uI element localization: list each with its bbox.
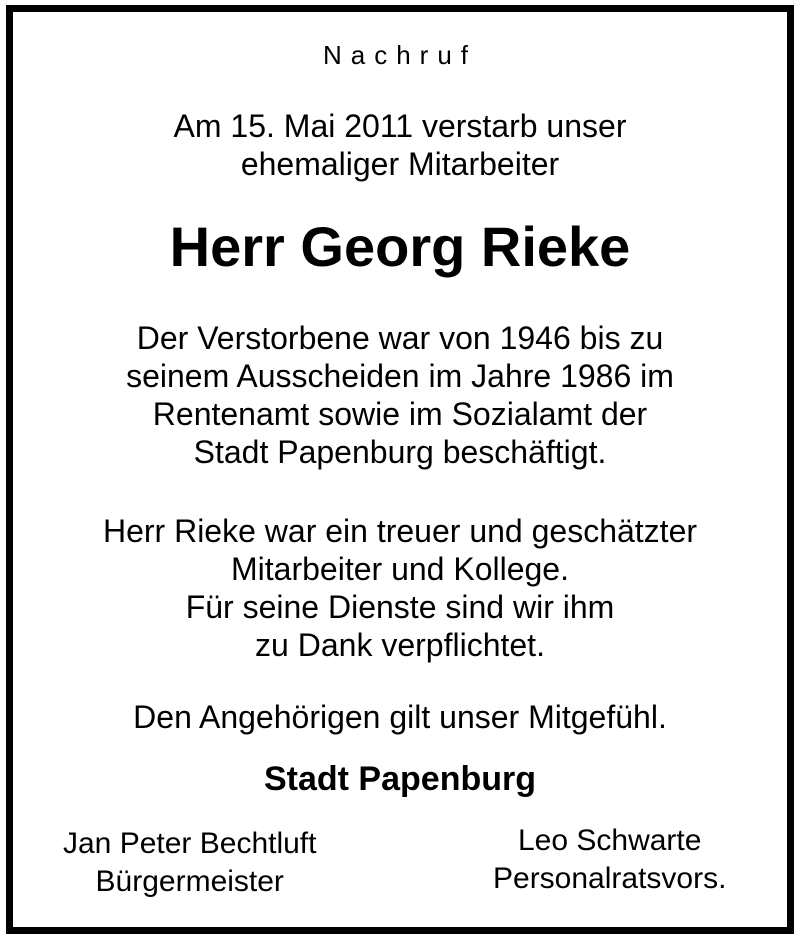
- obituary-notice: [6, 5, 794, 934]
- service-paragraph: [13, 319, 787, 471]
- signatory-title: Personalratsvors.: [493, 862, 727, 895]
- intro-line: Am 15. Mai 2011 verstarb unser: [173, 108, 627, 144]
- intro-line: ehemaliger Mitarbeiter: [240, 146, 560, 182]
- paragraph-line: Der Verstorbene war von 1946 bis zu: [136, 320, 664, 356]
- signatory-staff-council: [493, 822, 726, 898]
- intro-text: [13, 107, 787, 183]
- signatory-mayor: [63, 825, 316, 901]
- paragraph-line: zu Dank verpflichtet.: [255, 627, 545, 663]
- signatory-name: Jan Peter Bechtluft: [63, 827, 317, 860]
- tribute-paragraph: [13, 512, 787, 664]
- condolence-text: Den Angehörigen gilt unser Mitgefühl.: [133, 699, 667, 735]
- paragraph-line: Rentenamt sowie im Sozialamt der: [152, 396, 648, 432]
- paragraph-line: Herr Rieke war ein treuer und geschätzter: [102, 513, 698, 549]
- signatory-title: Bürgermeister: [95, 865, 284, 898]
- paragraph-line: Stadt Papenburg beschäftigt.: [193, 434, 607, 470]
- paragraph-line: seinem Ausscheiden im Jahre 1986 im: [126, 358, 674, 394]
- deceased-name: Herr Georg Rieke: [169, 215, 631, 278]
- organization-name: Stadt Papenburg: [263, 760, 537, 798]
- signatory-name: Leo Schwarte: [517, 824, 702, 857]
- notice-heading: Nachruf: [322, 40, 478, 70]
- paragraph-line: Für seine Dienste sind wir ihm: [185, 589, 615, 625]
- paragraph-line: Mitarbeiter und Kollege.: [231, 551, 569, 587]
